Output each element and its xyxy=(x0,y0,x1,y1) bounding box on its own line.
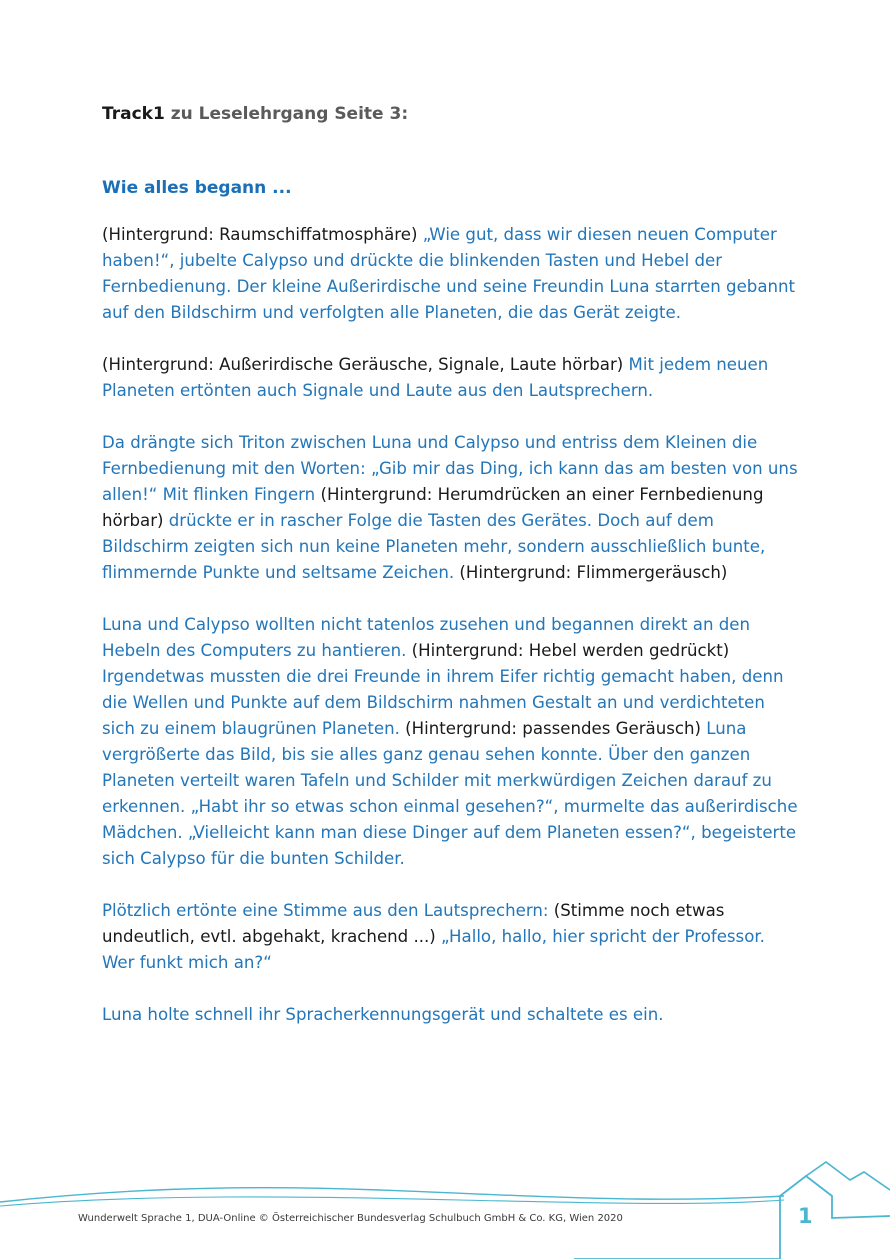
narration: Mit jedem neuen Planeten ertönten auch Signale und Laute aus den Lautsprechern. xyxy=(102,355,769,400)
track-label: Track1 xyxy=(102,104,165,124)
narration: Plötzlich ertönte eine Stimme aus den Lautsprechern: xyxy=(102,901,554,920)
stage-direction: (Hintergrund: Raumschiffatmosphäre) xyxy=(102,225,418,244)
wave-line xyxy=(0,1197,784,1206)
narration: Luna holte schnell ihr Spracherkennungsgerät und schaltete es ein. xyxy=(102,1005,664,1024)
narration: Da drängte sich Triton zwischen Luna und Calypso und entriss dem Kleinen die Fernbedienung mit den Worten: „Gib mir das Ding, ich kann das am besten von uns allen!“ Mit flinken Fingern xyxy=(102,433,798,504)
paragraph-1 xyxy=(102,222,802,326)
stage-direction: (Hintergrund: passendes Geräusch) xyxy=(405,719,701,738)
stage-direction: (Hintergrund: Hebel werden gedrückt) xyxy=(411,641,730,660)
story-body xyxy=(102,222,802,1054)
story-title: Wie alles begann ... xyxy=(102,178,292,198)
stage-direction: (Hintergrund: Herumdrücken an einer Fernbedienung hörbar) xyxy=(102,485,764,530)
header-subtitle: zu Leselehrgang Seite 3: xyxy=(164,104,409,124)
narration: drückte er in rascher Folge die Tasten des Gerätes. Doch auf dem Bildschirm zeigten sich nun keine Planeten mehr, sondern ausschließlich bunte, flimmernde Punkte und seltsame Zeichen. xyxy=(102,511,766,582)
narration: „Hallo, hallo, hier spricht der Professor. Wer funkt mich an?“ xyxy=(102,927,765,972)
narration: Luna vergrößerte das Bild, bis sie alles ganz genau sehen konnte. Über den ganzen Planeten verteilt waren Tafeln und Schilder mit merkwürdigen Zeichen darauf zu erkennen. „Habt ihr so etwas schon einmal gesehen?“, murmelte das außerirdische Mädchen. „Vielleicht kann man diese Dinger auf dem Planeten essen?“, begeisterte sich Calypso für die bunten Schilder. xyxy=(102,719,798,868)
stage-direction: (Hintergrund: Flimmergeräusch) xyxy=(459,563,728,582)
page-header xyxy=(102,104,408,124)
narration: Luna und Calypso wollten nicht tatenlos zusehen und begannen direkt an den Hebeln des Computers zu hantieren. xyxy=(102,615,750,660)
narration: „Wie gut, dass wir diesen neuen Computer haben!“, jubelte Calypso und drückte die blinkenden Tasten und Hebel der Fernbedienung. Der kleine Außerirdische und seine Freundin Luna starrten gebannt auf den Bildschirm und verfolgten alle Planeten, die das Gerät zeigte. xyxy=(102,225,796,322)
footer-decoration xyxy=(0,1160,890,1259)
page-number: 1 xyxy=(798,1204,813,1228)
paragraph-4 xyxy=(102,612,802,872)
stage-direction: (Hintergrund: Außerirdische Geräusche, Signale, Laute hörbar) xyxy=(102,355,624,374)
wave-line xyxy=(0,1188,784,1202)
narration: Irgendetwas mussten die drei Freunde in ihrem Eifer richtig gemacht haben, denn die Wellen und Punkte auf dem Bildschirm nahmen Gestalt an und verdichteten sich zu einem blaugrünen Planeten. xyxy=(102,667,784,738)
copyright-footer: Wunderwelt Sprache 1, DUA-Online © Österreichischer Bundesverlag Schulbuch GmbH & Co. KG, Wien 2020 xyxy=(78,1213,623,1224)
paragraph-6 xyxy=(102,1002,802,1028)
paragraph-3 xyxy=(102,430,802,586)
paragraph-5 xyxy=(102,898,802,976)
stage-direction: (Stimme noch etwas undeutlich, evtl. abgehakt, krachend ...) xyxy=(102,901,725,946)
paragraph-2 xyxy=(102,352,802,404)
